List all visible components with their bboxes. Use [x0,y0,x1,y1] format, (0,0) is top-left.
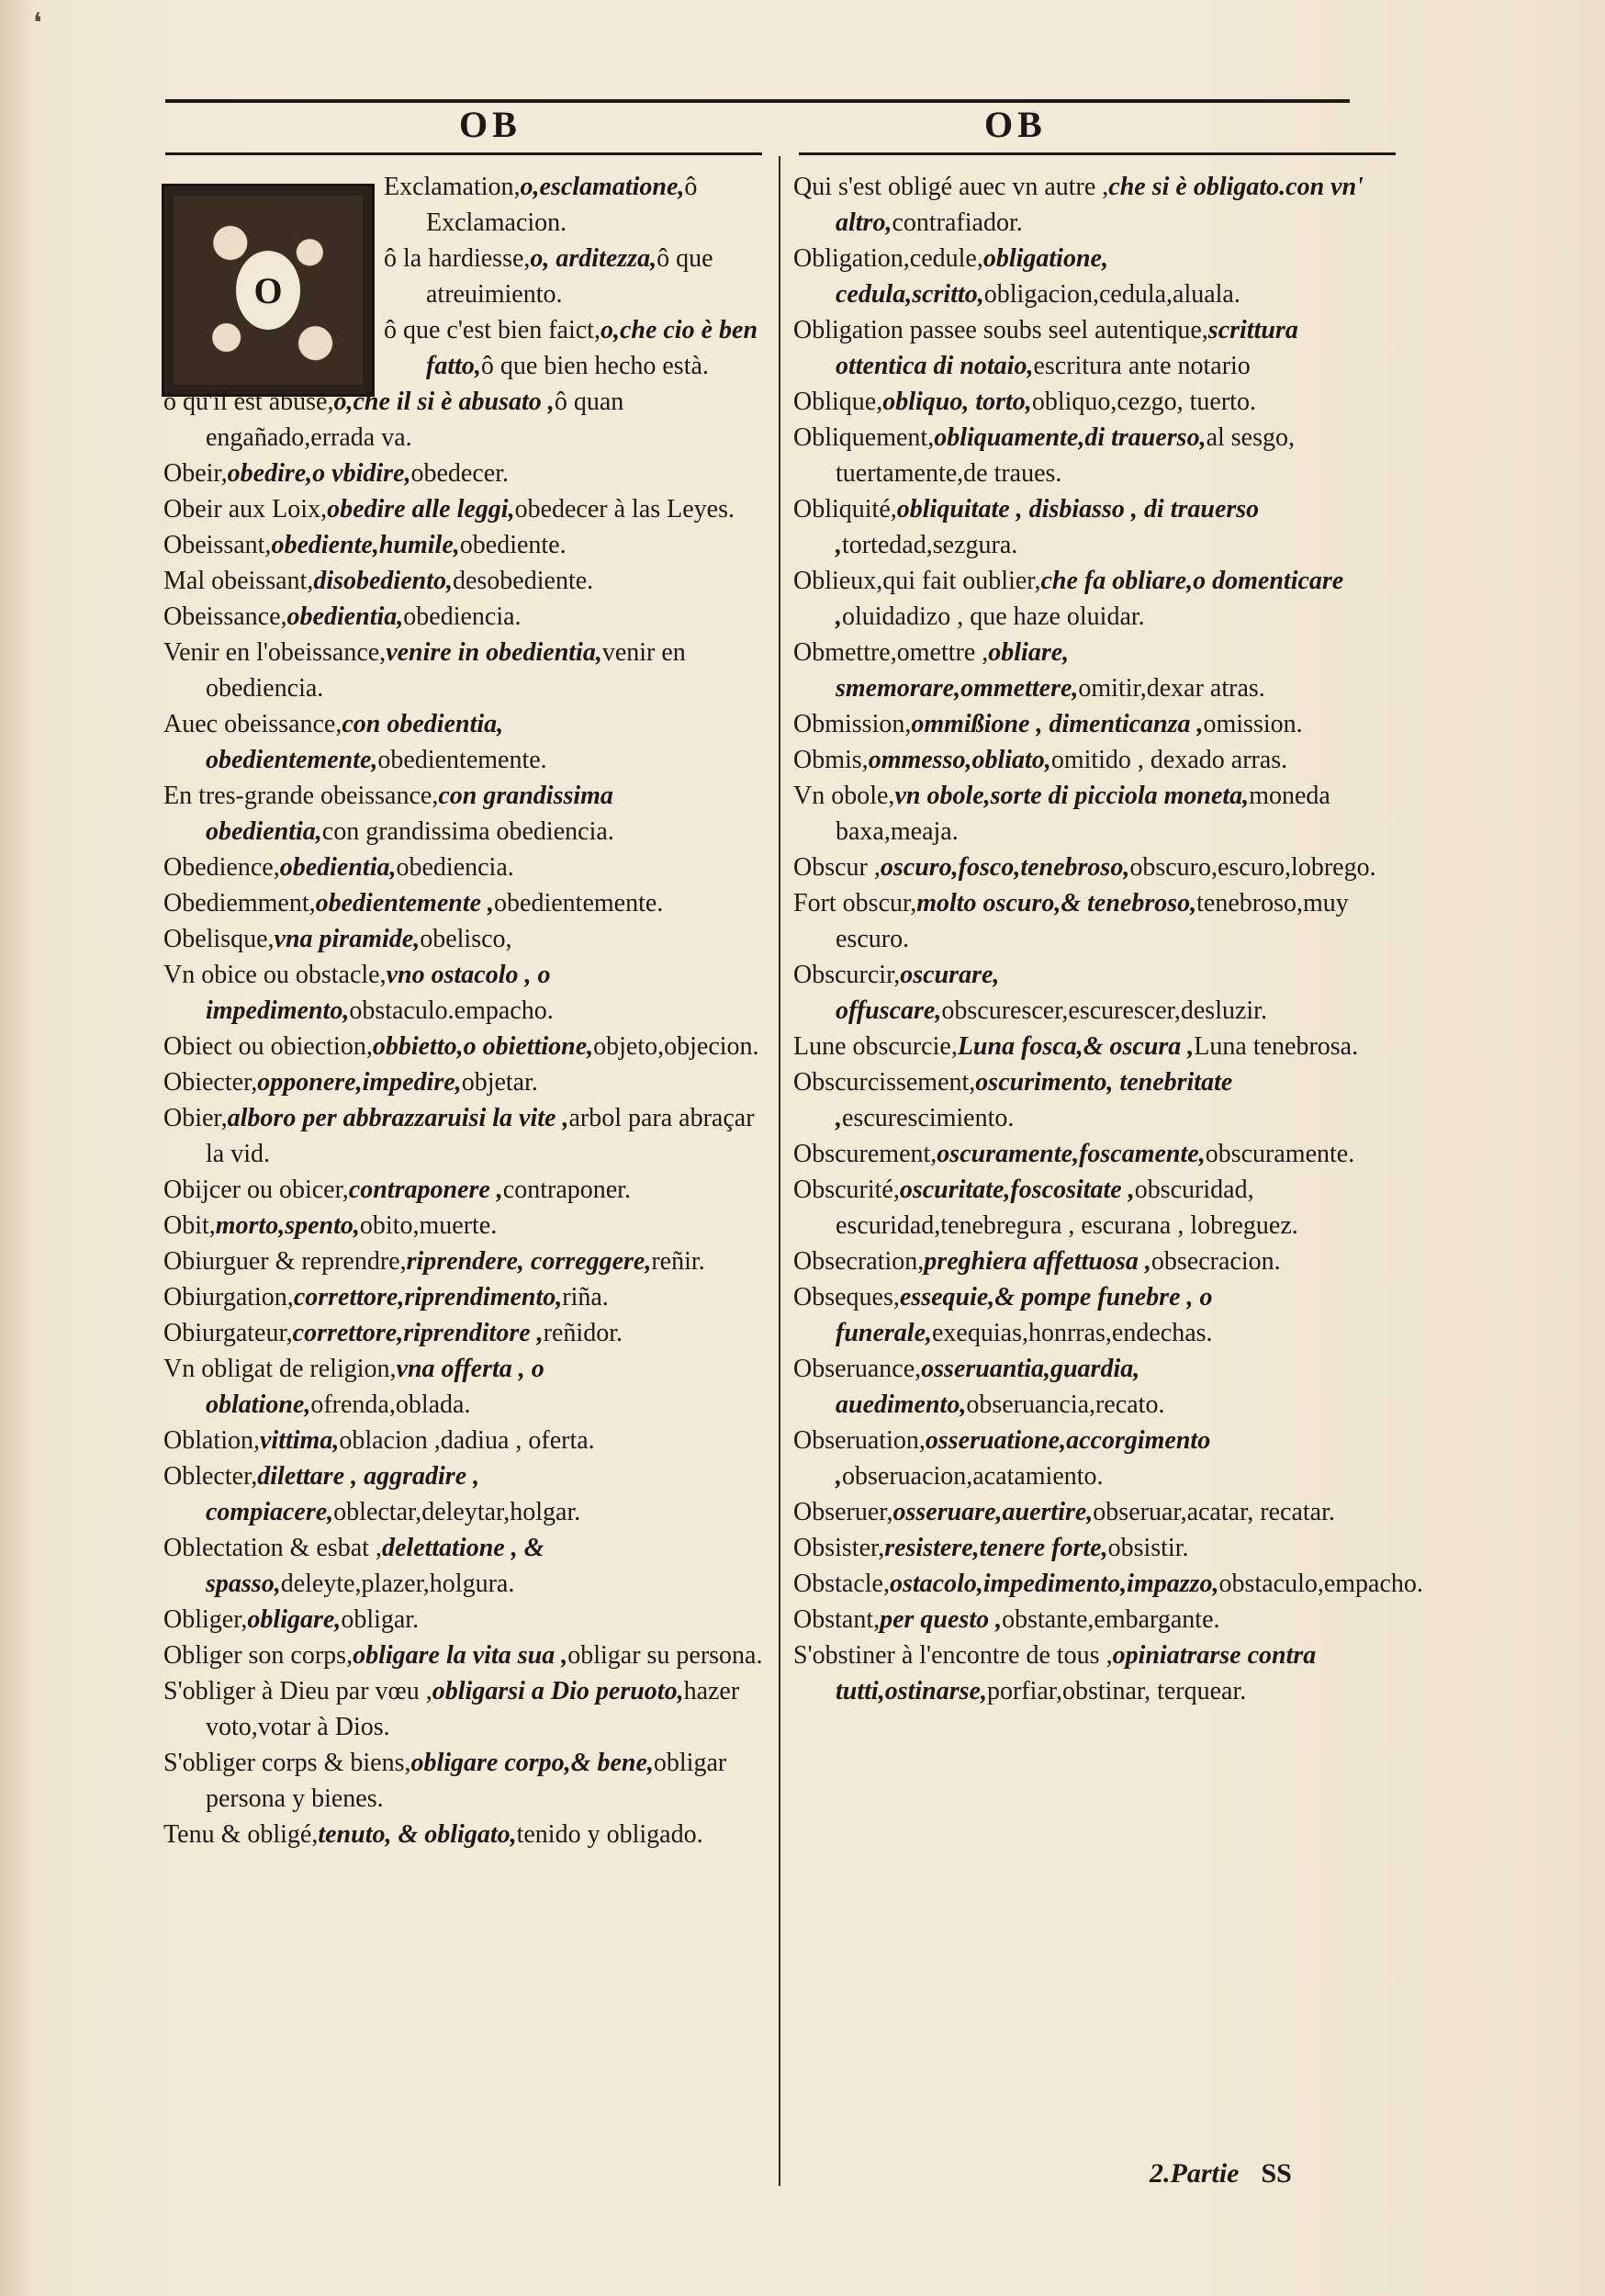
entry: Obliquement,obliquamente,di trauerso,al sesgo, tuertamente,de traues. [793,423,1296,488]
entry: Obligation passee soubs seel autentique,scrittura ottentica di notaio,escritura ante notario [793,316,1298,380]
entry: Obmettre,omettre ,obliare, smemorare,ommettere,omitir,dexar atras. [793,638,1265,703]
page-footer [1150,2158,1292,2189]
entry: Obit,morto,spento,obito,muerte. [163,1211,498,1240]
entry: Obstant,per questo ,obstante,embargante. [793,1605,1220,1634]
entry: Exclamation,o,esclamatione,ô Exclamacion. [384,173,698,237]
entry: Oblecter,dilettare , aggradire , compiacere,oblectar,deleytar,holgar. [163,1462,581,1526]
entry: Obseruation,osseruatione,accorgimento ,obseruacion,acatamiento. [793,1426,1211,1491]
entry: Obeissance,obedientia,obediencia. [163,602,522,631]
entry: Oblation,vittima,oblacion ,dadiua , oferta. [163,1426,595,1455]
entry: Oblieux,qui fait oublier,che fa obliare,o domenticare ,oluidadizo , que haze oluidar. [793,567,1344,631]
entry: Fort obscur,molto oscuro,& tenebroso,tenebroso,muy escuro. [793,889,1349,953]
top-rule [165,99,1350,103]
entry: S'obliger corps & biens,obligare corpo,& bene,obligar persona y bienes. [163,1749,727,1813]
entry: Obiurguer & reprendre,riprendere, correggere,reñir. [163,1247,705,1276]
entry: ô la hardiesse,o, arditezza,ô que atreuimiento. [384,244,713,309]
entry: Obliger son corps,obligare la vita sua ,obligar su persona. [163,1641,763,1670]
page-mark: ❛ [33,7,42,39]
entry: ô que c'est bien faict,o,che cio è ben fatto,ô que bien hecho està. [384,316,758,380]
entry: Obijcer ou obicer,contraponere ,contraponer. [163,1176,631,1204]
entry: ô qu'il est abusé,o,che il si è abusato ,ô quan engañado,errada va. [163,388,624,452]
entry: Obscurité,oscuritate,foscositate ,obscuridad, escuridad,tenebregura , escurana , lobreguez. [793,1176,1298,1240]
initial-letter: O [236,251,300,330]
entry: Vn obice ou obstacle,vno ostacolo , o impedimento,obstaculo.empacho. [163,961,554,1025]
entry: Obsecration,preghiera affettuosa ,obsecracion. [793,1247,1281,1276]
entry: Qui s'est obligé auec vn autre ,che si è obligato.con vn' altro,contrafiador. [793,173,1364,237]
column-divider [779,156,780,2186]
entry: Obseruer,osseruare,auertire,obseruar,acatar, recatar. [793,1498,1335,1526]
right-column [786,169,1423,1709]
entry: S'obliger à Dieu par vœu ,obligarsi a Dio peruoto,hazer voto,votar à Dios. [163,1677,740,1741]
entry: Obediemment,obedientemente ,obedientemente. [163,889,664,917]
entry: Obiect ou obiection,obbietto,o obiettione,objeto,objecion. [163,1032,759,1061]
entry: Oblique,obliquo, torto,obliquo,cezgo, tuerto. [793,388,1256,416]
entry: Vn obole,vn obole,sorte di picciola moneta,moneda baxa,meaja. [793,782,1330,846]
entry: Obier,alboro per abbrazzaruisi la vite ,arbol para abraçar la vid. [163,1104,755,1168]
entry: Obseruance,osseruantia,guardia, auedimento,obseruancia,recato. [793,1355,1165,1419]
entry: En tres-grande obeissance,con grandissima obedientia,con grandissima obediencia. [163,782,614,846]
entry: Obeir aux Loix,obedire alle leggi,obedecer à las Leyes. [163,495,735,523]
entry: Obiurgateur,correttore,riprenditore ,reñidor. [163,1319,623,1347]
entry: Tenu & obligé,tenuto, & obligato,tenido y obligado. [163,1820,703,1849]
entry: Obliger,obligare,obligar. [163,1605,420,1634]
entry: Obmission,ommißione , dimenticanza ,omission. [793,710,1303,738]
left-header: OB [459,104,522,145]
entry: Obiurgation,correttore,riprendimento,riña. [163,1283,609,1311]
entry: Auec obeissance,con obedientia, obedientemente,obedientemente. [163,710,547,774]
right-header: OB [984,104,1047,145]
right-header-rule [799,152,1396,155]
left-header-rule [165,152,762,155]
entry: Mal obeissant,disobediento,desobediente. [163,567,594,595]
entry: Obseques,essequie,& pompe funebre , o funerale,exequias,honrras,endechas. [793,1283,1213,1347]
entry: Vn obligat de religion,vna offerta , o oblatione,ofrenda,oblada. [163,1355,544,1419]
entry: S'obstiner à l'encontre de tous ,opiniatrarse contra tutti,ostinarse,porfiar,obstinar, terquear. [793,1641,1317,1705]
entry: Oblectation & esbat ,delettatione , & spasso,deleyte,plazer,holgura. [163,1534,544,1598]
entry: Obelisque,vna piramide,obelisco, [163,925,512,953]
part-label: 2.Partie [1150,2158,1240,2189]
entry: Obscurcir,oscurare, offuscare,obscurescer,escurescer,desluzir. [793,961,1267,1025]
signature-mark: SS [1261,2158,1292,2189]
entry: Obscur ,oscuro,fosco,tenebroso,obscuro,escuro,lobrego. [793,853,1376,882]
entry: Obedience,obedientia,obediencia. [163,853,514,882]
entry: Obliquité,obliquitate , disbiasso , di trauerso ,tortedad,sezgura. [793,495,1260,559]
entry: Obligation,cedule,obligatione, cedula,scritto,obligacion,cedula,aluala. [793,244,1240,309]
entry: Obscurcissement,oscurimento, tenebritate ,escurescimiento. [793,1068,1233,1132]
entry: Obeir,obedire,o vbidire,obedecer. [163,459,509,488]
entry: Obscurement,oscuramente,foscamente,obscuramente. [793,1140,1355,1168]
entry: Obstacle,ostacolo,impedimento,impazzo,obstaculo,empacho. [793,1570,1423,1598]
entry: Obeissant,obediente,humile,obediente. [163,531,567,559]
entry: Obsister,resistere,tenere forte,obsistir. [793,1534,1189,1562]
entry: Venir en l'obeissance,venire in obedientia,venir en obediencia. [163,638,686,703]
entry: Lune obscurcie,Luna fosca,& oscura ,Luna tenebrosa. [793,1032,1359,1061]
left-column [156,169,769,1852]
entry: Obmis,ommesso,obliato,omitido , dexado arras. [793,746,1288,774]
entry: Obiecter,opponere,impedire,objetar. [163,1068,538,1097]
